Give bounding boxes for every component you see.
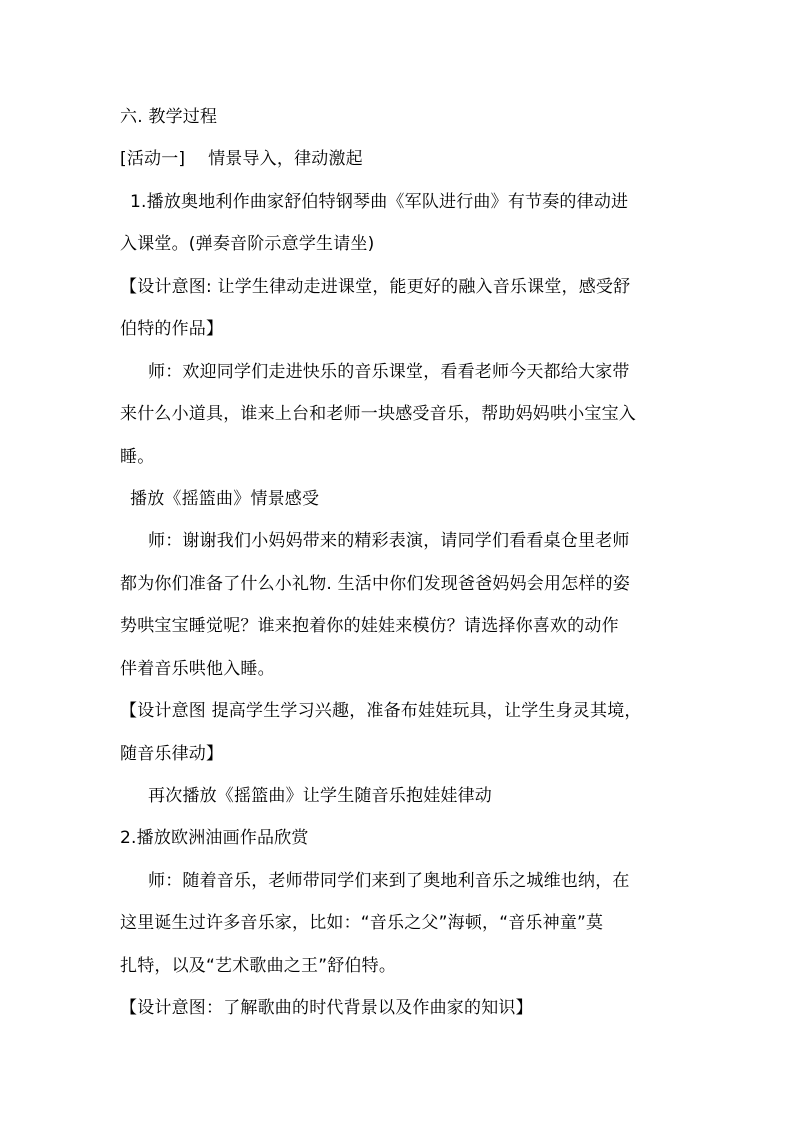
paragraph-line: 都为你们准备了什么小礼物. 生活中你们发现爸爸妈妈会用怎样的姿: [120, 574, 631, 594]
paragraph-line: 师：随着音乐，老师带同学们来到了奥地利音乐之城维也纳，在: [148, 871, 630, 891]
design-intent-line: 随音乐律动】: [120, 744, 224, 764]
paragraph-line: 再次播放《摇篮曲》让学生随音乐抱娃娃律动: [148, 786, 492, 806]
paragraph-line: 伴着音乐哄他入睡。: [120, 659, 275, 679]
paragraph-line: 播放《摇篮曲》情景感受: [130, 489, 320, 509]
paragraph-line: 势哄宝宝睡觉呢？谁来抱着你的娃娃来模仿？请选择你喜欢的动作: [120, 616, 619, 636]
paragraph-line: 睡。: [120, 447, 155, 467]
activity-heading: [活动一] 情景导入，律动激起: [120, 149, 363, 169]
paragraph-line: 这里诞生过许多音乐家，比如：“音乐之父”海顿，“音乐神童”莫: [120, 913, 604, 933]
paragraph-line: 师：欢迎同学们走进快乐的音乐课堂，看看老师今天都给大家带: [148, 362, 630, 382]
design-intent-line: 【设计意图：了解歌曲的时代背景以及作曲家的知识】: [120, 998, 533, 1018]
paragraph-line: 入课堂。(弹奏音阶示意学生请坐): [120, 234, 375, 254]
paragraph-line: 1.播放奥地利作曲家舒伯特钢琴曲《军队进行曲》有节奏的律动进: [130, 192, 629, 212]
design-intent-line: 【设计意图 提高学生学习兴趣，准备布娃娃玩具，让学生身灵其境，: [120, 701, 642, 721]
design-intent-line: 伯特的作品】: [120, 319, 224, 339]
section-heading: 六. 教学过程: [120, 107, 218, 127]
paragraph-line: 2.播放欧洲油画作品欣赏: [120, 828, 309, 848]
paragraph-line: 扎特，以及“艺术歌曲之王”舒伯特。: [120, 956, 397, 976]
paragraph-line: 来什么小道具，谁来上台和老师一块感受音乐，帮助妈妈哄小宝宝入: [120, 404, 636, 424]
paragraph-line: 师：谢谢我们小妈妈带来的精彩表演，请同学们看看桌仓里老师: [148, 531, 630, 551]
design-intent-line: 【设计意图: 让学生律动走进课堂，能更好的融入音乐课堂，感受舒: [120, 277, 631, 297]
